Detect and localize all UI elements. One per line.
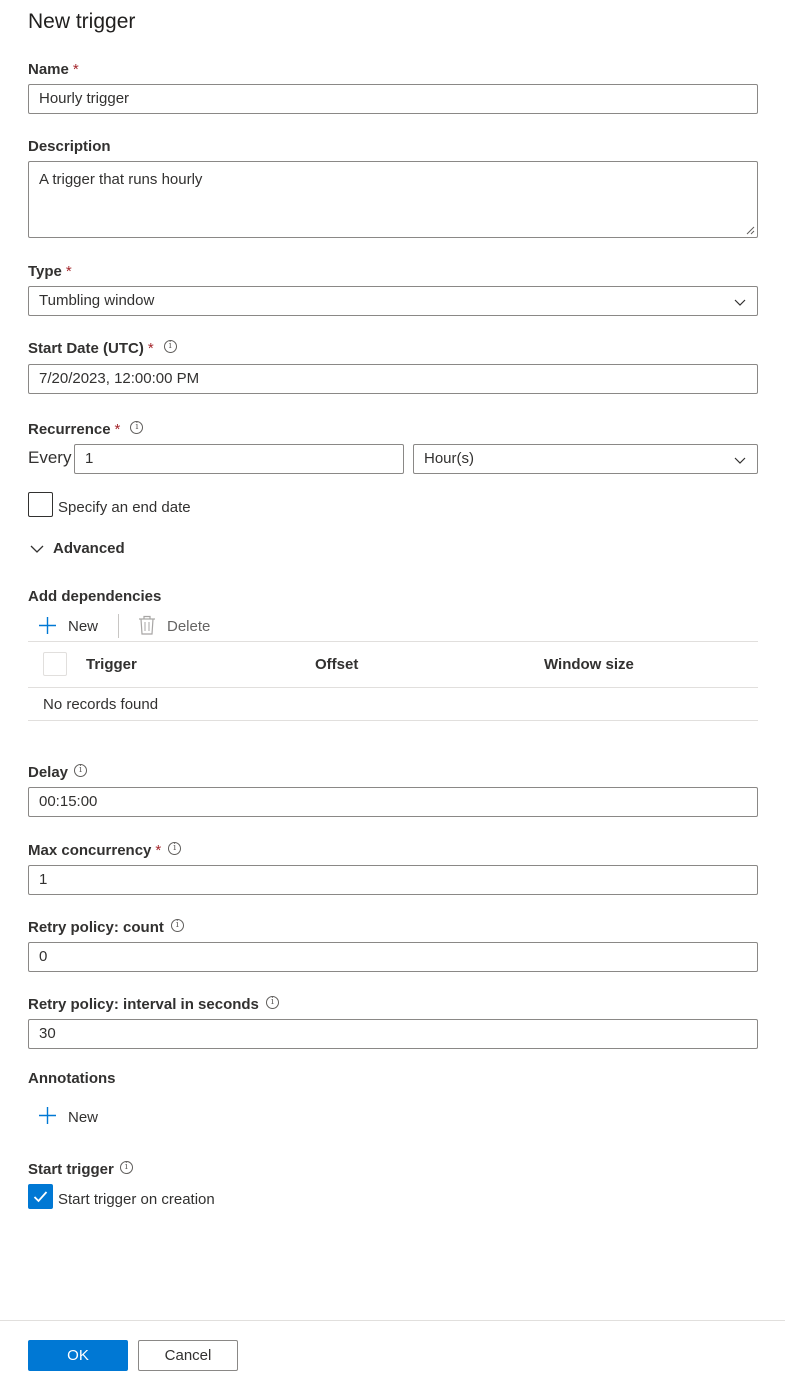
- annotation-new-button[interactable]: [36, 1105, 112, 1129]
- column-header-offset[interactable]: Offset: [315, 656, 359, 673]
- type-label: Type *: [28, 263, 72, 280]
- delay-label: Delay i: [28, 763, 87, 783]
- info-icon[interactable]: i: [130, 421, 143, 434]
- info-icon[interactable]: i: [266, 996, 279, 1009]
- annotation-new-label: New: [68, 1109, 99, 1126]
- name-input[interactable]: Hourly trigger: [28, 84, 758, 114]
- table-top-border: [28, 641, 758, 642]
- footer-divider: [0, 1320, 785, 1321]
- recurrence-interval-input[interactable]: 1: [74, 444, 404, 474]
- table-bottom-border: [28, 720, 758, 721]
- dependency-delete-button[interactable]: [136, 614, 220, 638]
- max-concurrency-input[interactable]: 1: [28, 865, 758, 895]
- name-label: Name *: [28, 61, 79, 78]
- checkmark-icon: [33, 1190, 48, 1203]
- recurrence-unit-select[interactable]: [413, 444, 758, 474]
- plus-icon: [38, 1106, 57, 1125]
- table-header-border: [28, 687, 758, 688]
- info-icon[interactable]: i: [168, 842, 181, 855]
- required-marker: *: [114, 421, 121, 438]
- toolbar-divider: [118, 614, 119, 638]
- description-textarea[interactable]: [28, 161, 758, 238]
- advanced-label: Advanced: [53, 540, 125, 557]
- chevron-down-icon: [734, 296, 746, 308]
- dependencies-label: Add dependencies: [28, 588, 162, 605]
- cancel-button[interactable]: Cancel: [138, 1340, 238, 1371]
- info-icon[interactable]: i: [120, 1161, 133, 1174]
- start-trigger-checkbox-label: Start trigger on creation: [58, 1191, 215, 1208]
- required-marker: *: [155, 842, 162, 859]
- delay-input[interactable]: 00:15:00: [28, 787, 758, 817]
- annotations-label: Annotations: [28, 1070, 116, 1087]
- retry-interval-input[interactable]: 30: [28, 1019, 758, 1049]
- info-icon[interactable]: i: [164, 340, 177, 353]
- column-header-window-size[interactable]: Window size: [544, 656, 634, 673]
- recurrence-unit-value: Hour(s): [424, 450, 475, 467]
- plus-icon: [38, 616, 57, 635]
- recurrence-label: Recurrence * i: [28, 420, 143, 440]
- resize-grip-icon[interactable]: [746, 226, 755, 235]
- type-select-value: Tumbling window: [39, 292, 155, 309]
- info-icon[interactable]: i: [171, 919, 184, 932]
- required-marker: *: [147, 340, 154, 357]
- recurrence-every-label: Every: [28, 448, 72, 467]
- panel-title: New trigger: [28, 10, 136, 33]
- start-date-input[interactable]: 7/20/2023, 12:00:00 PM: [28, 364, 758, 394]
- description-text: A trigger that runs hourly: [39, 171, 203, 188]
- required-marker: *: [72, 61, 79, 78]
- column-header-trigger[interactable]: Trigger: [86, 656, 137, 673]
- retry-count-input[interactable]: 0: [28, 942, 758, 972]
- type-select[interactable]: [28, 286, 758, 316]
- chevron-down-icon: [734, 454, 746, 466]
- start-trigger-label: Start trigger i: [28, 1160, 133, 1180]
- start-date-label: Start Date (UTC) * i: [28, 339, 177, 359]
- ok-button[interactable]: OK: [28, 1340, 128, 1371]
- max-concurrency-label: Max concurrency * i: [28, 841, 181, 861]
- retry-interval-label: Retry policy: interval in seconds i: [28, 995, 279, 1015]
- end-date-checkbox[interactable]: [28, 492, 53, 517]
- info-icon[interactable]: i: [74, 764, 87, 777]
- chevron-down-icon: [30, 543, 44, 555]
- trash-icon: [138, 615, 156, 635]
- end-date-checkbox-label: Specify an end date: [58, 499, 191, 516]
- dependency-new-label: New: [68, 618, 99, 635]
- select-all-checkbox[interactable]: [43, 652, 67, 676]
- table-empty-message: No records found: [43, 696, 159, 713]
- dependency-new-button[interactable]: [36, 615, 112, 639]
- retry-count-label: Retry policy: count i: [28, 918, 184, 938]
- description-label: Description: [28, 138, 111, 155]
- required-marker: *: [65, 263, 72, 280]
- dependency-delete-label: Delete: [167, 618, 211, 635]
- start-trigger-checkbox[interactable]: [28, 1184, 53, 1209]
